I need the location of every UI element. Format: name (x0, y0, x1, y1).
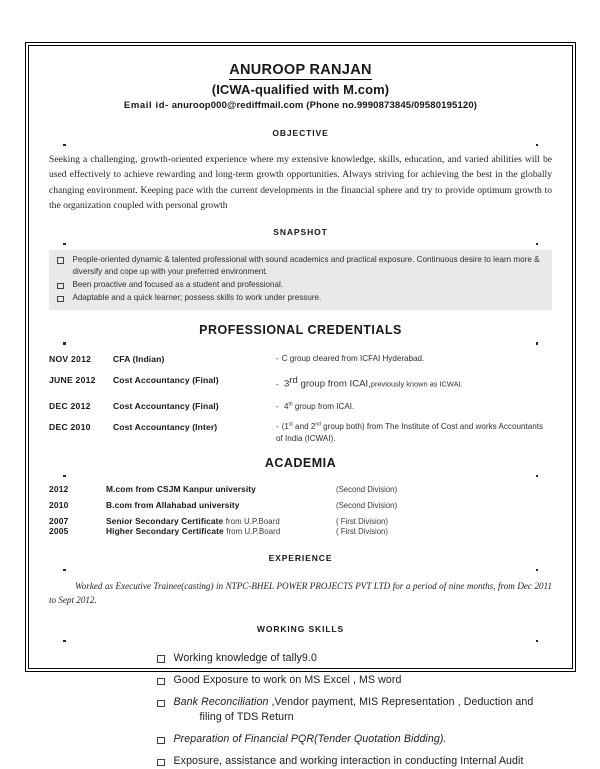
square-bullet-icon (57, 283, 64, 290)
candidate-name: ANUROOP RANJAN (229, 62, 372, 78)
contact-line (49, 100, 552, 111)
marker-dot-right (536, 144, 539, 147)
credential-description: - 4th group from ICAI. (276, 401, 355, 411)
candidate-qualification: (ICWA-qualified with M.com) (211, 81, 390, 97)
credential-description: - (1st and 2nd group both) from The Institute of Cost and works Accountants of India (ICWAI). (276, 421, 544, 444)
marker-dot-left (63, 243, 66, 246)
list-item: Preparation of Financial PQR(Tender Quotation Bidding). (157, 732, 546, 747)
snapshot-panel (49, 250, 552, 311)
objective-text: Seeking a challenging, growth-oriented experience where my extensive knowledge, skills, education, and varied abilities will be used effectively to achieve rewarding and long-term growth opportunities. Always striving for achieving the best in the globally changing environment. Keeping pace with the current developments in the financial sphere and try to provide optimum growth to the organization coupled with personal growth (49, 153, 552, 212)
marker-dot-left (63, 640, 66, 643)
square-bullet-icon (157, 655, 165, 663)
marker-dot-left (63, 342, 66, 345)
experience-text: Worked as Executive Trainee(casting) in NTPC-BHEL POWER PROJECTS PVT LTD for a period of nine months, from Dec 2011 to Sept 2012. (49, 580, 552, 606)
marker-dot-right (536, 640, 539, 643)
marker-dot-right (536, 569, 539, 572)
table-row: 2010 B.com from Allahabad university (Second Division) (49, 499, 398, 510)
credential-description: - 3rd group from ICAI,previously known as ICWAI. (276, 375, 463, 390)
resume-page-border (25, 42, 576, 768)
phone-numbers: (Phone no.9990873845/09580195120) (306, 99, 478, 111)
square-bullet-icon (157, 678, 165, 686)
section-heading-skills: WORKING SKILLS (49, 619, 552, 637)
skills-list (49, 651, 552, 769)
list-item: Good Exposure to work on MS Excel , MS word (157, 673, 546, 688)
resume-content (28, 45, 573, 768)
section-heading-credentials: PROFESSIONAL CREDENTIALS (49, 321, 552, 339)
table-row: DEC 2010 Cost Accountancy (Inter) - (1st and 2nd group both) from The Institute of Cost and works Accountants of India (ICWAI). (49, 421, 552, 444)
credentials-table (49, 353, 552, 445)
table-row: NOV 2012 CFA (Indian) - C group cleared from ICFAI Hyderabad. (49, 353, 552, 365)
list-item: Bank Reconciliation ,Vendor payment, MIS Representation , Deduction andfiling of TDS Return (157, 695, 546, 725)
list-item: Been proactive and focused as a student and professional. (55, 279, 546, 291)
marker-dot-right (536, 243, 539, 246)
table-row: JUNE 2012 Cost Accountancy (Final) - 3rd group from ICAI,previously known as ICWAI. (49, 374, 552, 392)
table-row: 2005 Higher Secondary Certificate from U.P.Board ( First Division) (49, 525, 388, 536)
table-row: 2007 Senior Secondary Certificate from U.P.Board ( First Division) (49, 515, 388, 526)
section-heading-snapshot: SNAPSHOT (49, 222, 552, 240)
marker-dot-left (63, 569, 66, 572)
marker-dot-left (63, 475, 66, 478)
square-bullet-icon (157, 737, 165, 745)
marker-dot-right (536, 342, 539, 345)
square-bullet-icon (57, 257, 64, 264)
table-row: 2012 M.com from CSJM Kanpur university (Second Division) (49, 483, 398, 494)
section-heading-academia: ACADEMIA (49, 454, 552, 472)
section-heading-experience: EXPERIENCE (49, 548, 552, 566)
academia-table (49, 484, 552, 536)
marker-dot-right (536, 475, 539, 478)
marker-dot-left (63, 144, 66, 147)
table-row: DEC 2012 Cost Accountancy (Final) - 4th group from ICAI. (49, 401, 552, 413)
list-item: Adaptable and a quick learner; possess skills to work under pressure. (55, 292, 546, 304)
email-address[interactable]: anuroop000@rediffmail.com (171, 99, 304, 111)
square-bullet-icon (157, 759, 165, 767)
square-bullet-icon (157, 700, 165, 708)
section-heading-objective: OBJECTIVE (49, 123, 552, 141)
list-item: Working knowledge of tally9.0 (157, 651, 546, 666)
square-bullet-icon (57, 296, 64, 303)
credential-description: - C group cleared from ICFAI Hyderabad. (276, 354, 425, 364)
email-label: Email id- (123, 99, 169, 111)
list-item: Exposure, assistance and working interaction in conducting Internal Audit (157, 754, 546, 769)
list-item: People-oriented dynamic & talented professional with sound academics and practical exposure. Continuous desire to learn more & diversify and cope up with your preferred environment. (55, 254, 546, 278)
